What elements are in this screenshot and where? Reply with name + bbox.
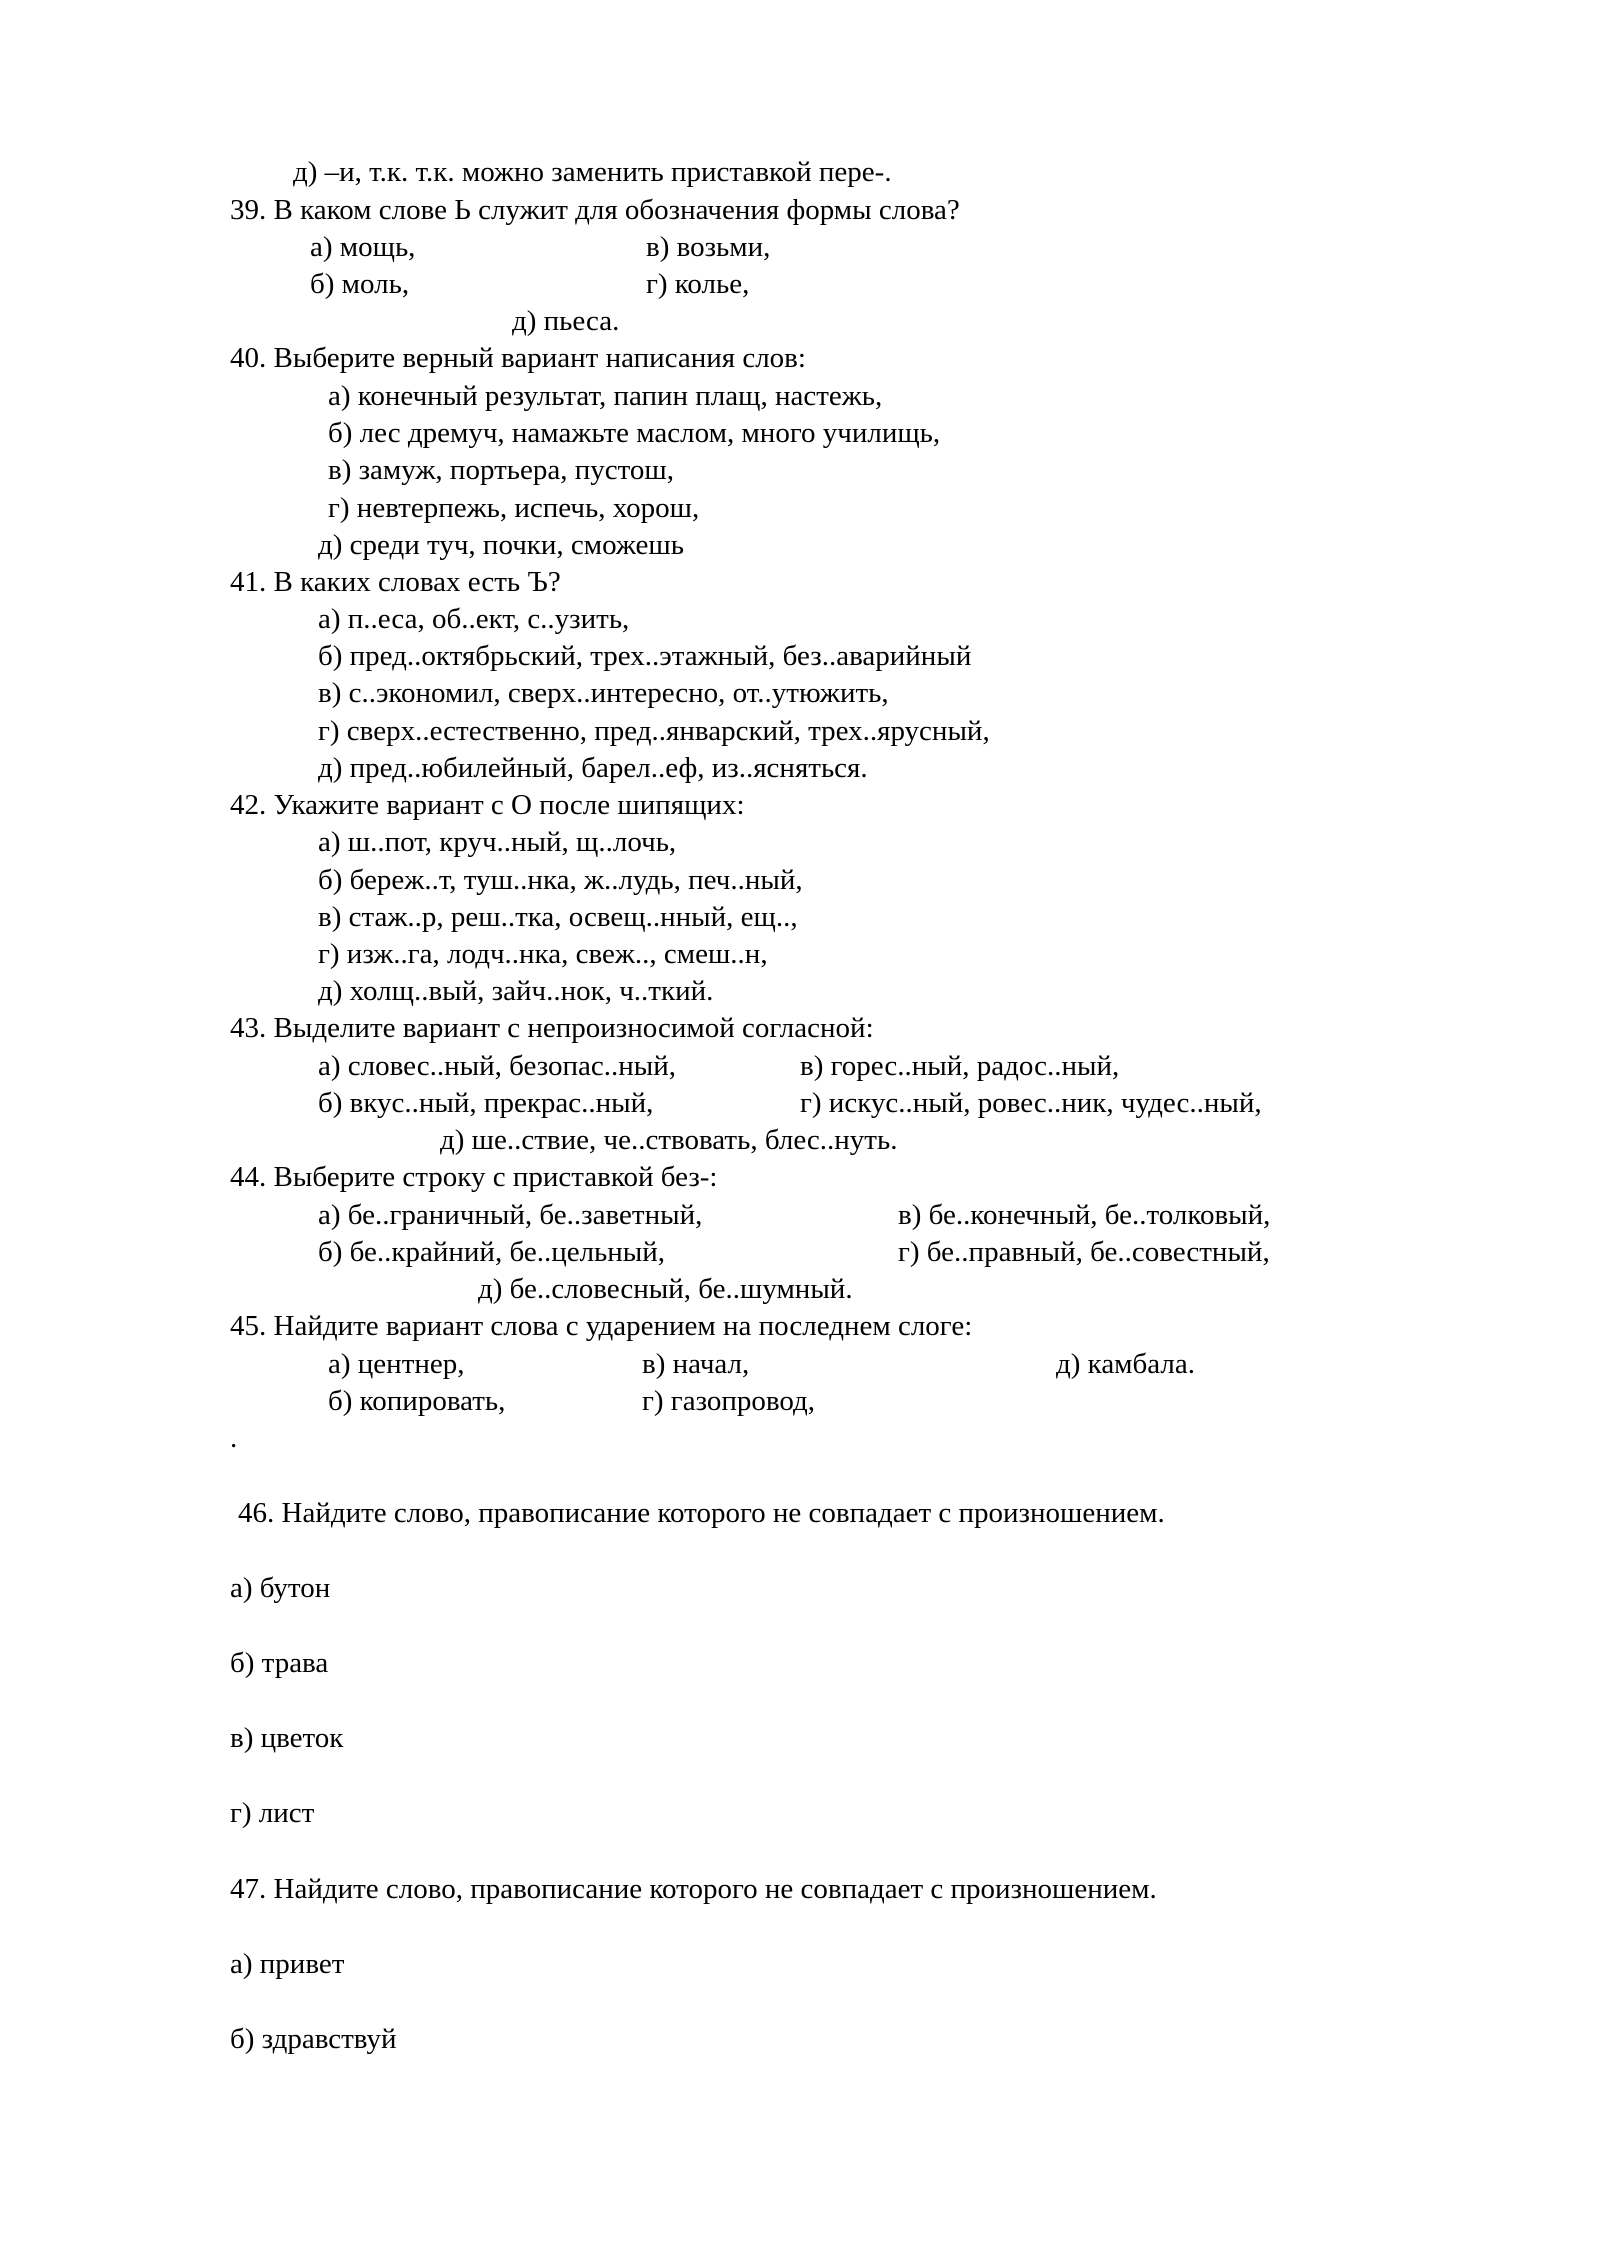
q45-option-b: б) копировать,	[328, 1385, 506, 1417]
q46-option-g: г) лист	[230, 1797, 315, 1829]
q42-option-a: а) ш..пот, круч..ный, щ..лочь,	[318, 826, 677, 858]
q43-question: 43. Выделите вариант с непроизносимой согласной:	[230, 1012, 874, 1044]
q39-option-v: в) возьми,	[646, 231, 771, 263]
q39-option-d: д) пьеса.	[512, 305, 620, 337]
q38-option-d: д) –и, т.к. т.к. можно заменить приставкой пере-.	[293, 156, 892, 188]
q46-option-b: б) трава	[230, 1647, 329, 1679]
q41-option-b: б) пред..октябрьский, трех..этажный, без..аварийный	[318, 640, 972, 672]
q40-option-g: г) невтерпежь, испечь, хорош,	[328, 492, 700, 524]
q40-option-v: в) замуж, портьера, пустош,	[328, 454, 674, 486]
q44-option-a: а) бе..граничный, бе..заветный,	[318, 1199, 703, 1231]
q40-question: 40. Выберите верный вариант написания слов:	[230, 342, 806, 374]
q42-option-b: б) береж..т, туш..нка, ж..лудь, печ..ный,	[318, 864, 803, 896]
q45-option-d: д) камбала.	[1056, 1348, 1196, 1380]
q43-option-b: б) вкус..ный, прекрас..ный,	[318, 1087, 654, 1119]
q42-option-d: д) холщ..вый, зайч..нок, ч..ткий.	[318, 975, 714, 1007]
q46-option-a: а) бутон	[230, 1572, 331, 1604]
q44-option-g: г) бе..правный, бе..совестный,	[898, 1236, 1270, 1268]
q43-option-d: д) ше..ствие, че..ствовать, блес..нуть.	[440, 1124, 898, 1156]
q46-question: 46. Найдите слово, правописание которого не совпадает с произношением.	[238, 1497, 1165, 1529]
q41-option-a: а) п..еса, об..ект, с..узить,	[318, 603, 630, 635]
q39-option-g: г) колье,	[646, 268, 750, 300]
q44-option-d: д) бе..словесный, бе..шумный.	[478, 1273, 853, 1305]
q41-option-v: в) с..экономил, сверх..интересно, от..утюжить,	[318, 677, 889, 709]
q44-question: 44. Выберите строку с приставкой без-:	[230, 1161, 718, 1193]
q43-option-a: а) словес..ный, безопас..ный,	[318, 1050, 677, 1082]
q40-option-d: д) среди туч, почки, сможешь	[318, 529, 684, 561]
q43-option-g: г) искус..ный, ровес..ник, чудес..ный,	[800, 1087, 1262, 1119]
q39-option-a: а) мощь,	[310, 231, 416, 263]
q45-option-v: в) начал,	[642, 1348, 750, 1380]
stray-dot: .	[230, 1422, 238, 1454]
q47-question: 47. Найдите слово, правописание которого не совпадает с произношением.	[230, 1873, 1157, 1905]
q40-option-a: а) конечный результат, папин плащ, настежь,	[328, 380, 883, 412]
q41-option-d: д) пред..юбилейный, барел..еф, из..ясняться.	[318, 752, 868, 784]
q42-question: 42. Укажите вариант с О после шипящих:	[230, 789, 745, 821]
q47-option-b: б) здравствуй	[230, 2023, 397, 2055]
q42-option-v: в) стаж..р, реш..тка, освещ..нный, ещ..,	[318, 901, 798, 933]
q41-question: 41. В каких словах есть Ъ?	[230, 566, 561, 598]
q41-option-g: г) сверх..естественно, пред..январский, трех..ярусный,	[318, 715, 990, 747]
q44-option-v: в) бе..конечный, бе..толковый,	[898, 1199, 1271, 1231]
q45-option-g: г) газопровод,	[642, 1385, 816, 1417]
q43-option-v: в) горес..ный, радос..ный,	[800, 1050, 1120, 1082]
q45-option-a: а) центнер,	[328, 1348, 465, 1380]
q39-question: 39. В каком слове Ь служит для обозначения формы слова?	[230, 194, 960, 226]
q39-option-b: б) моль,	[310, 268, 410, 300]
q42-option-g: г) изж..га, лодч..нка, свеж.., смеш..н,	[318, 938, 768, 970]
q45-question: 45. Найдите вариант слова с ударением на последнем слоге:	[230, 1310, 973, 1342]
q47-option-a: а) привет	[230, 1948, 345, 1980]
q44-option-b: б) бе..крайний, бе..цельный,	[318, 1236, 666, 1268]
q40-option-b: б) лес дремуч, намажьте маслом, много училищь,	[328, 417, 941, 449]
q46-option-v: в) цветок	[230, 1722, 344, 1754]
